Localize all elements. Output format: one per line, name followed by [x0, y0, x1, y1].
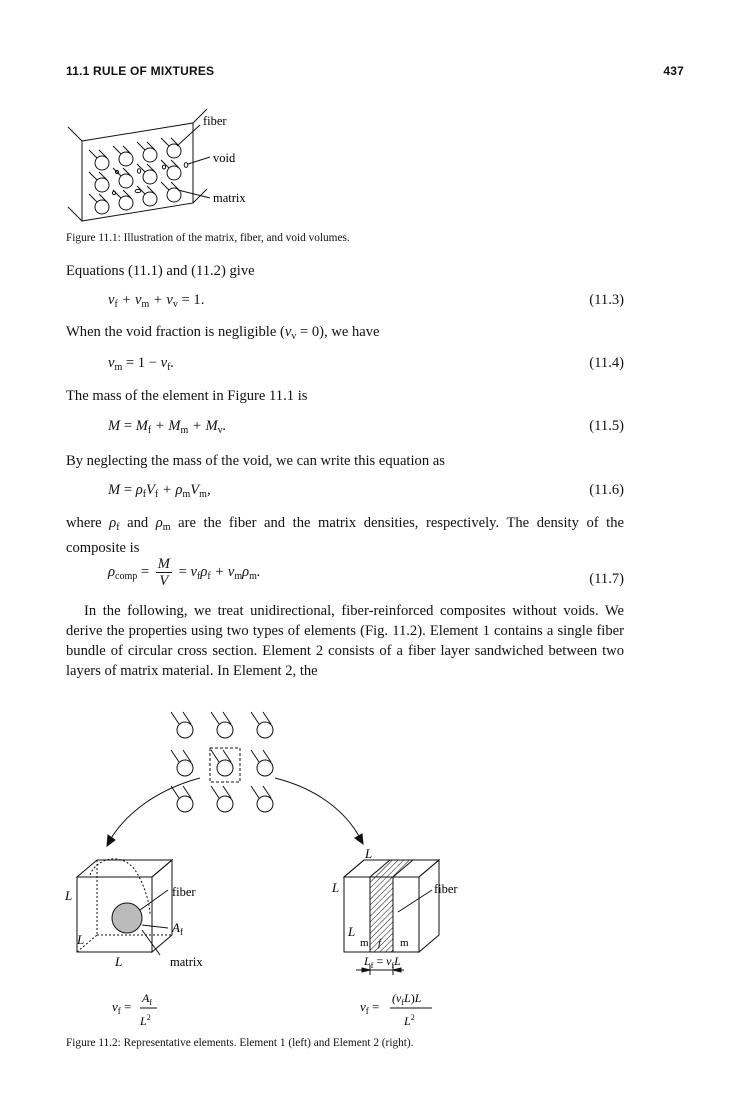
- L-label: L: [115, 954, 123, 969]
- page-number: 437: [663, 64, 684, 78]
- equation-number: (11.4): [589, 355, 624, 371]
- equation-number: (11.7): [589, 571, 624, 587]
- fiber-label: fiber: [203, 114, 227, 128]
- paragraph: Equations (11.1) and (11.2) give: [66, 263, 255, 279]
- svg-text:L2: $L^2$: [404, 1013, 415, 1028]
- paragraph: where $\rho_f$ and $\rho_m$ are the fiber and the matrix densities, respectively. The density of the composite is: [66, 515, 624, 556]
- void-label: void: [213, 151, 236, 165]
- matrix-label: matrix: [170, 955, 203, 969]
- figure-11-2-caption: Figure 11.2: Representative elements. Element 1 (left) and Element 2 (right).: [66, 1037, 414, 1049]
- equation-number: (11.6): [589, 482, 624, 498]
- paragraph: The mass of the element in Figure 11.1 is: [66, 388, 308, 404]
- figure-11-1: [60, 105, 260, 230]
- figure-11-1-caption: Figure 11.1: Illustration of the matrix, fiber, and void volumes.: [66, 232, 350, 244]
- equation-11-4: $v_m = 1 - v_f$.: [108, 355, 175, 373]
- L-label: L: [332, 880, 340, 895]
- svg-text:L2: $L^2$: [140, 1013, 151, 1028]
- L-label: L: [77, 932, 85, 947]
- paragraph: By neglecting the mass of the void, we can write this equation as: [66, 453, 445, 469]
- figure-11-2: [60, 700, 530, 1035]
- running-header: 11.1 RULE OF MIXTURES: [66, 64, 215, 78]
- L-label: L: [365, 846, 373, 861]
- fiber-label: fiber: [172, 885, 196, 899]
- vf-formula-element-2: $v_f$ =: [360, 999, 380, 1016]
- Lf-equation: $L_f = v_fL$: [364, 954, 401, 970]
- vf-formula-element-1: $v_f$ =: [112, 999, 132, 1016]
- svg-text:(vfL)L: $(v_fL)L$: [392, 991, 422, 1007]
- equation-11-6: $M = \rho_fV_f + \rho_mV_m$,: [108, 482, 211, 500]
- equation-number: (11.5): [589, 418, 624, 434]
- m-label: m: [400, 937, 409, 949]
- equation-11-3: $v_f + v_m + v_v = 1$.: [108, 292, 205, 310]
- paragraph: When the void fraction is negligible $(v_v = 0)$, we have: [66, 324, 380, 342]
- equation-11-7: $\rho_{comp}$ = $\frac{M}{V}$ = $v_f\rho_f + v_m\rho_m$.: [108, 556, 261, 589]
- paragraph: In the following, we treat unidirectional, fiber-reinforced composites without voids. We derive the properties using two types of elements (Fig. 11.2). Element 1 contains a single fiber bundle of circular cross section. Element 2 consists of a fiber layer sandwiched between two layers of matrix material. In Element 2, the: [66, 603, 624, 679]
- svg-text:Af: $A_f$: [142, 991, 153, 1007]
- equation-11-5: $M = M_f + M_m + M_v$.: [108, 418, 227, 436]
- m-label: m: [360, 937, 369, 949]
- f-label: f: [378, 937, 382, 949]
- Af-label: $A_f$: [172, 920, 183, 937]
- L-label: L: [65, 888, 73, 903]
- matrix-label: matrix: [213, 191, 246, 205]
- fiber-label: fiber: [434, 882, 458, 896]
- equation-number: (11.3): [589, 292, 624, 308]
- L-label: L: [348, 924, 356, 939]
